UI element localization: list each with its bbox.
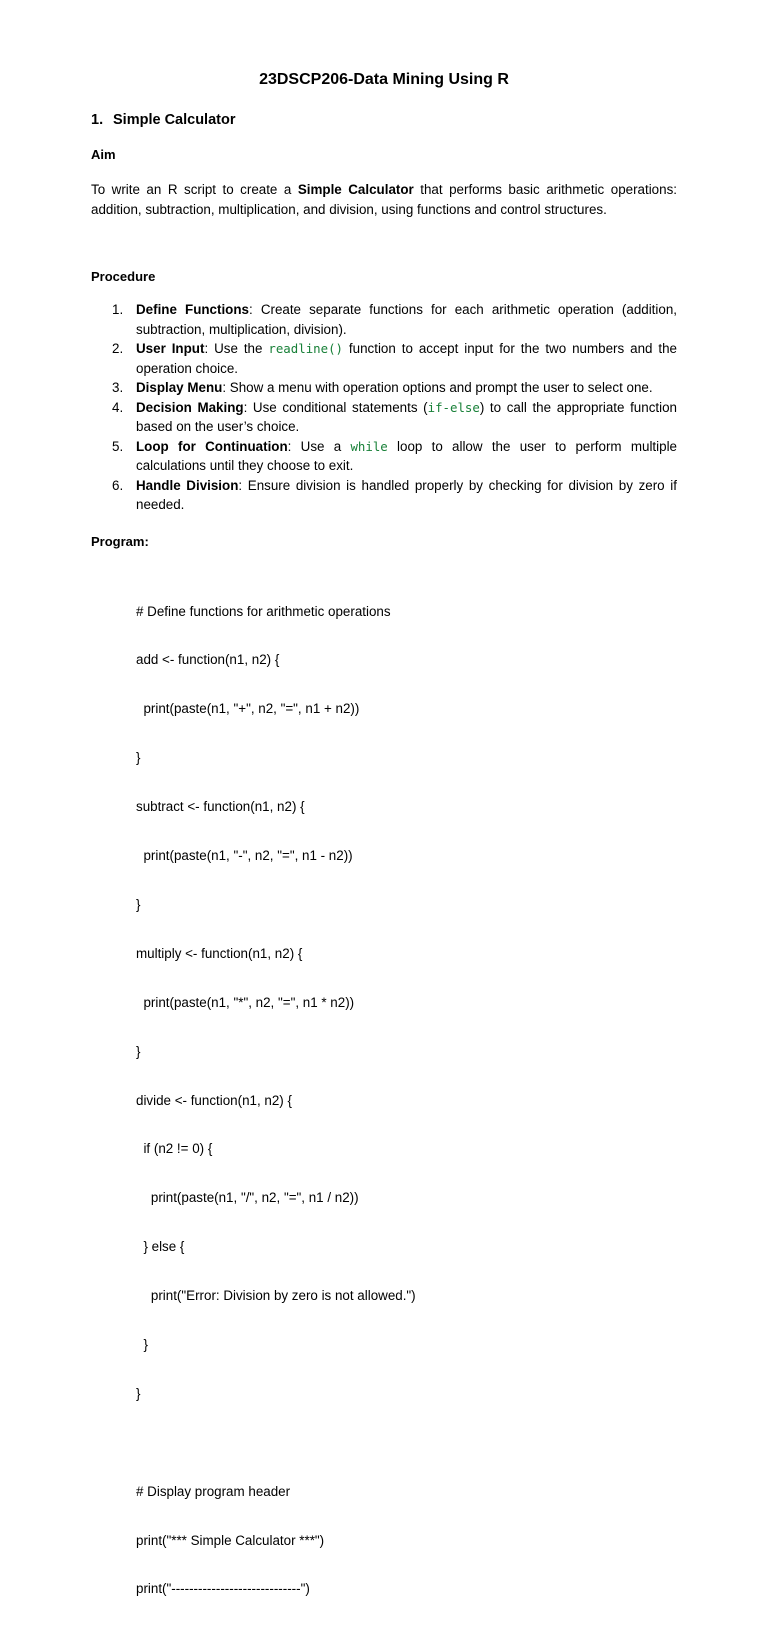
procedure-step [91, 398, 677, 437]
code-line: if (n2 != 0) { [136, 1141, 213, 1157]
section-title: Simple Calculator [113, 112, 236, 128]
step-term: Define Functions [136, 302, 249, 317]
aim-text-bold: Simple Calculator [297, 182, 414, 197]
code-line: } [136, 1336, 148, 1352]
procedure-step [91, 378, 677, 398]
step-number: 1. [112, 302, 124, 317]
code-line: } else { [136, 1239, 185, 1255]
code-line: print(paste(n1, "+", n2, "=", n1 + n2)) [136, 701, 360, 717]
inline-code: if-else [427, 399, 480, 415]
step-term: Display Menu [136, 380, 223, 395]
code-line: } [136, 750, 141, 766]
section-number: 1. [91, 112, 104, 128]
code-block [136, 571, 416, 1630]
code-line: # Define functions for arithmetic operations [136, 603, 391, 619]
code-line: } [136, 896, 141, 912]
step-number: 6. [112, 477, 124, 493]
step-text-after: ) to call the appropriate function based on the user’s choice. [136, 399, 677, 434]
procedure-step [91, 437, 677, 476]
step-number: 5. [112, 438, 124, 454]
procedure-step [91, 476, 677, 515]
procedure-list [91, 300, 677, 515]
code-line: print(paste(n1, "-", n2, "=", n1 - n2)) [136, 848, 353, 864]
code-line: print("*** Simple Calculator ***") [136, 1532, 325, 1548]
procedure-step [91, 339, 677, 378]
code-line: divide <- function(n1, n2) { [136, 1092, 292, 1108]
code-line: } [136, 1385, 141, 1401]
code-line: print(paste(n1, "*", n2, "=", n1 * n2)) [136, 994, 355, 1010]
procedure-step [91, 300, 677, 339]
inline-code: readline() [268, 341, 343, 356]
step-text: : Show a menu with operation options and prompt the user to select one. [222, 380, 653, 395]
step-term: Decision Making [136, 399, 244, 415]
step-text-after: loop to allow the user to perform multiple calculations until they choose to exit. [136, 438, 677, 473]
step-text: : Create separate functions for each arithmetic operation (addition, subtraction, multiplication, division). [136, 302, 677, 337]
document-title: 23DSCP206-Data Mining Using R [259, 71, 509, 88]
step-term: Loop for Continuation [136, 438, 288, 454]
code-line [136, 1435, 416, 1451]
step-number: 4. [112, 399, 124, 415]
inline-code: while [350, 438, 388, 454]
code-line: } [136, 1043, 141, 1059]
section-heading [91, 110, 235, 130]
step-text-before: : Use a [287, 438, 351, 454]
step-term: User Input [136, 341, 205, 356]
step-text-after: function to accept input for the two numbers and the operation choice. [136, 341, 678, 376]
code-line: print("-----------------------------") [136, 1581, 310, 1597]
code-line: subtract <- function(n1, n2) { [136, 799, 305, 815]
aim-text-before: To write an R script to create a [91, 182, 298, 197]
code-line: add <- function(n1, n2) { [136, 652, 280, 668]
code-line: print(paste(n1, "/", n2, "=", n1 / n2)) [136, 1190, 359, 1206]
step-text: : Ensure division is handled properly by checking for division by zero if needed. [136, 477, 677, 512]
procedure-heading: Procedure [91, 269, 156, 284]
aim-text-after: that performs basic arithmetic operations: addition, subtraction, multiplication, and division, using functions and control structures. [91, 182, 677, 217]
aim-paragraph [91, 180, 677, 219]
step-number: 3. [112, 380, 124, 395]
step-number: 2. [112, 341, 124, 356]
step-text-before: : Use the [204, 341, 269, 356]
code-line: multiply <- function(n1, n2) { [136, 945, 303, 961]
code-line: print("Error: Division by zero is not allowed.") [136, 1288, 416, 1304]
aim-heading: Aim [91, 147, 116, 162]
step-text-before: : Use conditional statements ( [243, 399, 428, 415]
step-term: Handle Division [136, 477, 239, 493]
program-heading: Program: [91, 534, 149, 549]
code-line: # Display program header [136, 1483, 291, 1499]
